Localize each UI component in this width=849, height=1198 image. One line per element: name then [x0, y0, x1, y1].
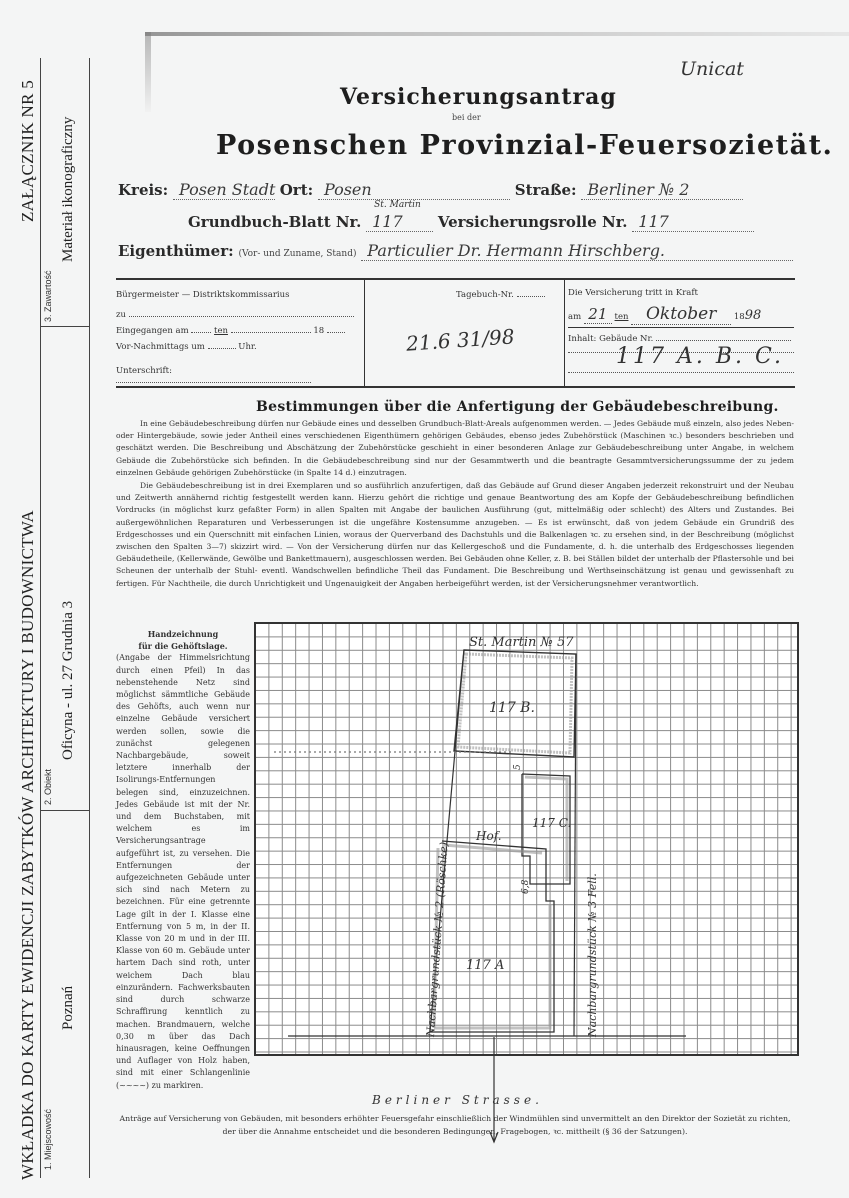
kraft-year-field[interactable]: 98: [744, 308, 762, 323]
kreis-label: Kreis:: [118, 181, 169, 199]
strasse-field[interactable]: Berliner № 2: [581, 180, 743, 200]
address-row: [118, 180, 743, 200]
buergermeister-label: Bürgermeister — Distriktskommissarius: [116, 290, 290, 300]
label-dimension-2: 6,8: [521, 879, 531, 894]
owner-row: [118, 241, 793, 261]
time-row: [116, 342, 257, 352]
unterschrift-label: Unterschrift:: [116, 366, 172, 376]
uhr-label: Uhr.: [238, 342, 257, 352]
grundbuch-label: Grundbuch-Blatt Nr.: [188, 213, 362, 231]
versicherungsrolle-field[interactable]: 117: [632, 212, 754, 232]
am-label: am: [568, 312, 582, 322]
tagebuch-row: [456, 290, 545, 300]
zu-label: zu: [116, 310, 126, 320]
eingegangen-label: Eingegangen am: [116, 326, 189, 336]
label-courtyard: Hof.: [476, 829, 502, 843]
label-street: Berliner Strasse.: [372, 1093, 543, 1107]
instructions-paragraph-2: Die Gebäudebeschreibung ist in drei Exemplaren und so ausführlich anzufertigen, daß das Gebäude auf Grund dieser Angaben jederzeit rekonstruirt und der Neubau und Zeitwerth annähernd richtig festgestellt werden kann. Hierzu gehört die richtige und genaue Beantwortung des am Kopfe der Gebäudebeschreibung befindlichen Vordrucks (in möglichst kurz gefaßter Form) in allen Spalten mit Angabe der baulichen Ausführung (gut, mittelmäßig oder schlecht) des Alters und Zustandes. Bei außergewöhnlichen Reparaturen und Verbesserungen ist die ungefähre Kostensumme anzugeben. — Es ist erwünscht, daß von jedem Gebäude ein Grundriß des Erdgeschosses und ein Querschnitt mit einfachen Linien, woraus der Querverband des Dachstuhls und die Balkenlagen ꝛc. zu ersehen sind, in der Beschreibung (möglichst zwischen den Spalten 3—7) skizzirt wird. — Von der Versicherung dürfen nur das Kellergeschoß und die Fundamente, d. h. die unterhalb des Erdgeschosses liegenden Gebäudetheile, (Kellerwände, Gewölbe und Bankettmauern), ausgeschlossen werden. Bei Gebäuden ohne Keller, z. B. bei Ställen bildet der unterhalb der Pflastersohle und bei Scheunen der unterhalb der Stuhl- eventl. Wandschwellen befindliche Theil das Fundament. Die Beschreibung und Werthseinschätzung ist genau und gewissenhaft zu fertigen. Für Nachtheile, die durch Unrichtigkeit und Ungenauigkeit der Angaben herbeigeführt werden, ist der Versicherungsnehmer verantwortlich.: [116, 481, 794, 588]
inhalt-value[interactable]: 117 A. B. C.: [616, 344, 785, 369]
versicherungsrolle-label: Versicherungsrolle Nr.: [437, 213, 628, 231]
grundbuch-field[interactable]: 117: [366, 212, 433, 232]
strasse-label: Straße:: [514, 181, 577, 199]
instructions-paragraph-1: In eine Gebäudebeschreibung dürfen nur Gebäude eines und desselben Grundbuch-Blatt-Areals aufgenommen werden. — Jedes Gebäude muß einzeln, also jedes Neben- oder Hintergebäude, sowie jeder Antheil eines verschiedenen Eigenthümern gehörigen Gebäudes, ebenso jedes Zubehörstück (Maschinen ꝛc.) besonders beschrieben und geschätzt werden. Die Beschreibung und Abschätzung der Zubehörstücke geschieht in einer besonderen Anlage zur Gebäudebeschreibung unter Angabe, in welchem Gebäude die Zubehörstücke sich befinden. In die Gebäudebeschreibung sind nur der Gesammtwerth und die beantragte Gesammtversicherungssumme der zu jedem einzelnen Gebäude gehörigen Zubehörstücke (in Spalte 14 d.) einzutragen.: [116, 419, 794, 477]
tagebuch-dots: [517, 296, 545, 297]
inhalt-label: Inhalt: Gebäude Nr.: [568, 334, 654, 344]
inhalt-dots: [656, 340, 791, 341]
kraft-year-prefix: 18: [733, 312, 745, 322]
handwritten-note: Unicat: [680, 58, 744, 80]
sidebar-border-left: [40, 58, 41, 1178]
sidebar-divider: [40, 326, 90, 327]
form-title: Versicherungsantrag: [340, 84, 617, 110]
kreis-field[interactable]: Posen Stadt: [173, 180, 275, 200]
kraft-date-row: [568, 304, 794, 325]
eigenthuemer-field[interactable]: Particulier Dr. Hermann Hirschberg.: [361, 241, 793, 261]
field-label-object: 2. Obiekt: [43, 768, 53, 805]
office-col-journal: [364, 280, 565, 386]
year-prefix: 18: [313, 326, 325, 336]
registry-row: [188, 200, 754, 232]
office-col-effective: [568, 280, 795, 384]
tagebuch-value[interactable]: 21.6 31/98: [405, 324, 516, 356]
eigenthuemer-hint: (Vor- und Zuname, Stand): [238, 249, 357, 259]
office-col-mayor: [116, 280, 365, 386]
scan-shadow: [145, 32, 151, 112]
field-value-locality: Poznań: [60, 985, 76, 1030]
kraft-day-field[interactable]: 21: [584, 305, 612, 324]
field-value-content: Materiał ikonograficzny: [60, 116, 76, 262]
eingegangen-row: [116, 326, 356, 336]
sidebar-border-right: [89, 58, 90, 1178]
sidebar-title: WKŁADKA DO KARTY EWIDENCJI ZABYTKÓW ARCHITEKTURY I BUDOWNICTWA: [18, 510, 37, 1180]
office-box: [116, 278, 795, 388]
sketch-note-title: Handzeichnung: [147, 629, 219, 639]
footer-note: Anträge auf Versicherung von Gebäuden, mit besonders erhöhter Feuersgefahr einschließlich der Windmühlen sind unvermittelt an den Direktor der Sozietät zu richten, der über die Annahme entscheidet und die besonderen Bedingungen, Fragebogen, ꝛc. mittheilt (§ 36 der Satzungen).: [119, 1114, 791, 1136]
sketch-instructions: [116, 628, 250, 1092]
label-building-a: 117 A: [466, 958, 505, 973]
label-dimension-1: 5: [513, 764, 523, 770]
label-north-neighbor: St. Martin № 57: [469, 635, 574, 650]
annex-label: ZAŁĄCZNIK NR 5: [18, 79, 37, 222]
grundbuch-parish: St. Martin: [374, 200, 421, 210]
site-plan-sketch: [254, 622, 799, 1152]
field-value-object: Oficyna - ul. 27 Grudnia 3: [60, 600, 76, 760]
vor-nachmittags-label: Vor-Nachmittags um: [116, 342, 205, 352]
signature-row: [116, 366, 356, 386]
time-field[interactable]: [208, 348, 236, 349]
scan-shadow: [145, 32, 849, 36]
sketch-note-subtitle: für die Gehöftslage.: [138, 641, 228, 652]
eingegangen-month-field[interactable]: [231, 332, 311, 333]
ort-label: Ort:: [279, 181, 314, 199]
zu-row: [116, 310, 356, 320]
sidebar-divider: [40, 810, 90, 811]
kraft-label: Die Versicherung tritt in Kraft: [568, 288, 698, 298]
kraft-ten-label: ten: [614, 312, 629, 322]
ten-label: ten: [214, 326, 228, 336]
zu-field[interactable]: [129, 316, 354, 317]
label-right-neighbor: Nachbargrundstück № 3 Fell.: [586, 873, 599, 1037]
institution-name: Posenschen Provinzial-Feuersozietät.: [216, 130, 834, 161]
eingegangen-year-field[interactable]: [327, 332, 345, 333]
signature-field[interactable]: [116, 382, 311, 383]
eigenthuemer-label: Eigenthümer:: [118, 242, 234, 260]
inhalt-row: [568, 334, 794, 344]
effective-divider: [568, 327, 794, 328]
eingegangen-day-field[interactable]: [191, 332, 211, 333]
tagebuch-label: Tagebuch-Nr.: [456, 290, 514, 300]
label-building-c: 117 C.: [532, 816, 572, 830]
instructions-heading: Bestimmungen über die Anfertigung der Gebäudebeschreibung.: [256, 399, 779, 415]
field-label-locality: 1. Miejscowość: [43, 1108, 53, 1170]
label-building-b: 117 B.: [489, 700, 535, 716]
inhalt-line: [568, 372, 794, 373]
ort-field[interactable]: Posen: [318, 180, 510, 200]
sketch-note-text: (Angabe der Himmelsrichtung durch einen Pfeil) In das nebenstehende Netz sind möglichst sämmtliche Gebäude des Gehöfts, auch wenn nur einzelne Gebäude versichert werden sollen, sowie die zunächst gelegenen Nachbargebäude, soweit letztere innerhalb der Isolirungs-Entfernungen belegen sind, einzuzeichnen. Jedes Gebäude ist mit der Nr. und dem Buchstaben, mit welchem es im Versicherungsantrage aufgeführt ist, zu versehen. Die Entfernungen der aufgezeichneten Gebäude unter sich sind nach Metern zu bezeichnen. Für eine getrennte Lage gilt in der I. Klasse eine Entfernung von 5 m, in der II. Klasse von 20 m und in der III. Klasse von 60 m. Gebäude unter hartem Dach sind roth, unter weichem Dach blau einzurändern. Fachwerksbauten sind durch schwarze Schraffirung kenntlich zu machen. Brandmauern, welche 0,30 m über das Dach hinausragen, keine Oeffnungen und Auflager von Holz haben, sind mit einer Schlangenlinie (~~~~) zu markiren.: [116, 653, 250, 1090]
form-subtitle: bei der: [452, 113, 481, 122]
kraft-month-field[interactable]: Oktober: [631, 304, 731, 325]
field-label-content: 3. Zawartość: [43, 270, 53, 322]
label-left-neighbor: Nachbargrundstück № 2 (Röschke): [424, 841, 451, 1038]
